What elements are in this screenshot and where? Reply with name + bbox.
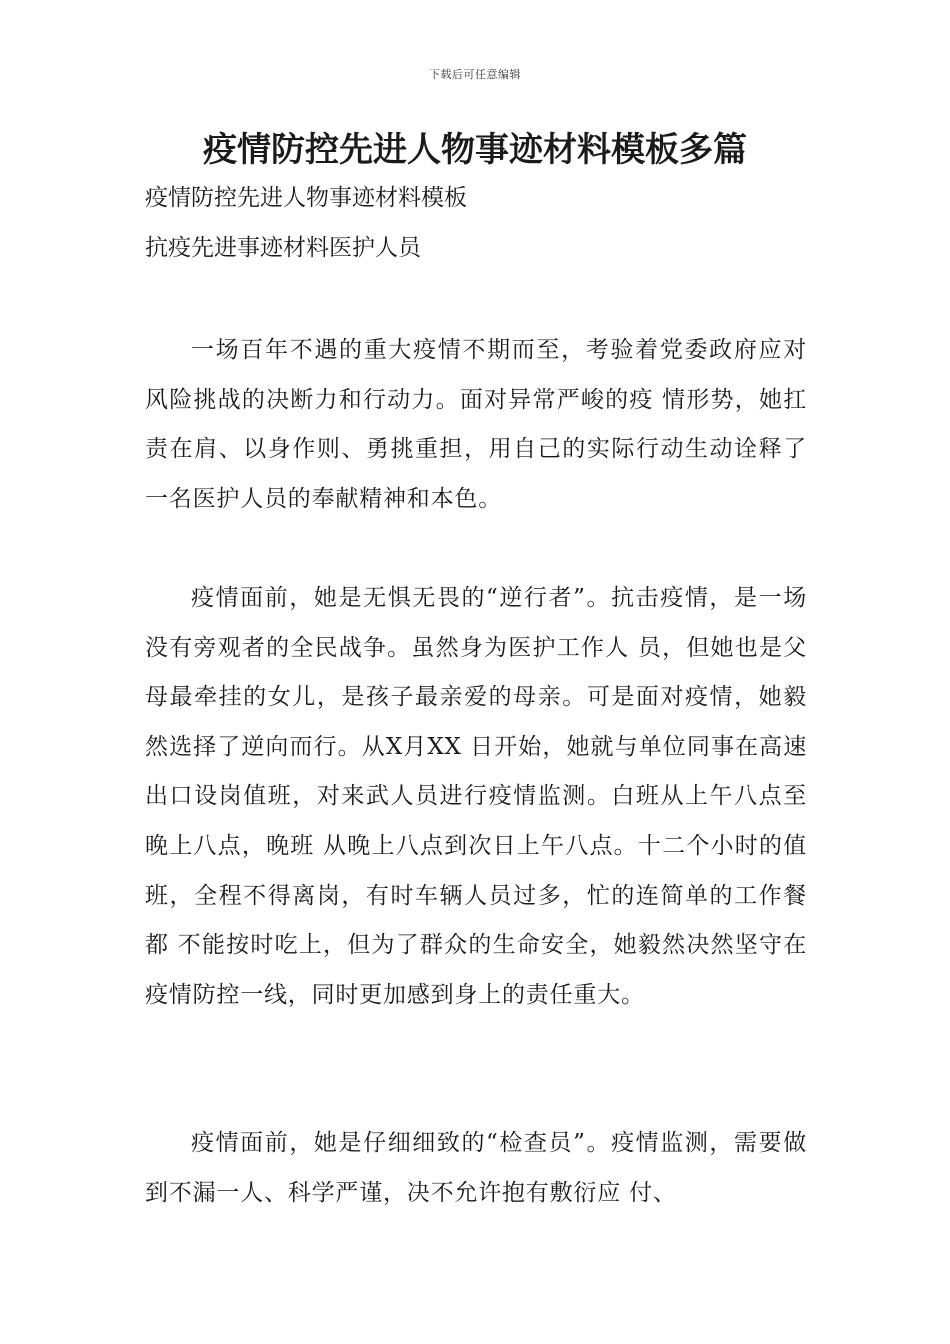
body-paragraph: 疫情面前，她是无惧无畏的“逆行者”。抗击疫情，是一场没有旁观者的全民战争。虽然身为医护工作人 员，但她也是父母最牵挂的女儿，是孩子最亲爱的母亲。可是面对疫情，她毅然选择了逆向而行。从X月XX 日开始，她就与单位同事在高速出口设岗值班，对来武人员进行疫情监测。白班从上午八点至晚上八点，晚班 从晚上八点到次日上午八点。十二个小时的值班，全程不得离岗，有时车辆人员过多，忙的连简单的工作餐都 不能按时吃上，但为了群众的生命安全，她毅然决然坚守在疫情防控一线，同时更加感到身上的责任重大。 — [145, 585, 807, 1008]
header-note: 下载后可任意编辑 — [429, 68, 521, 81]
body-paragraph: 疫情面前，她是仔细细致的“检查员”。疫情监测，需要做到不漏一人、科学严谨，决不允许抱有敷衍应 付、 — [145, 1130, 807, 1206]
subtitle-line-2: 抗疫先进事迹材料医护人员 — [145, 235, 421, 261]
subtitle-line-1: 疫情防控先进人物事迹材料模板 — [145, 185, 467, 211]
paragraph-block-1 — [145, 326, 807, 524]
paragraph-block-2 — [145, 574, 807, 1020]
body-paragraph: 一场百年不遇的重大疫情不期而至，考验着党委政府应对风险挑战的决断力和行动力。面对异常严峻的疫 情形势，她扛责在肩、以身作则、勇挑重担，用自己的实际行动生动诠释了一名医护人员的奉献精神和本色。 — [145, 337, 807, 512]
paragraph-block-3 — [145, 1119, 807, 1218]
document-title: 疫情防控先进人物事迹材料模板多篇 — [203, 130, 747, 170]
